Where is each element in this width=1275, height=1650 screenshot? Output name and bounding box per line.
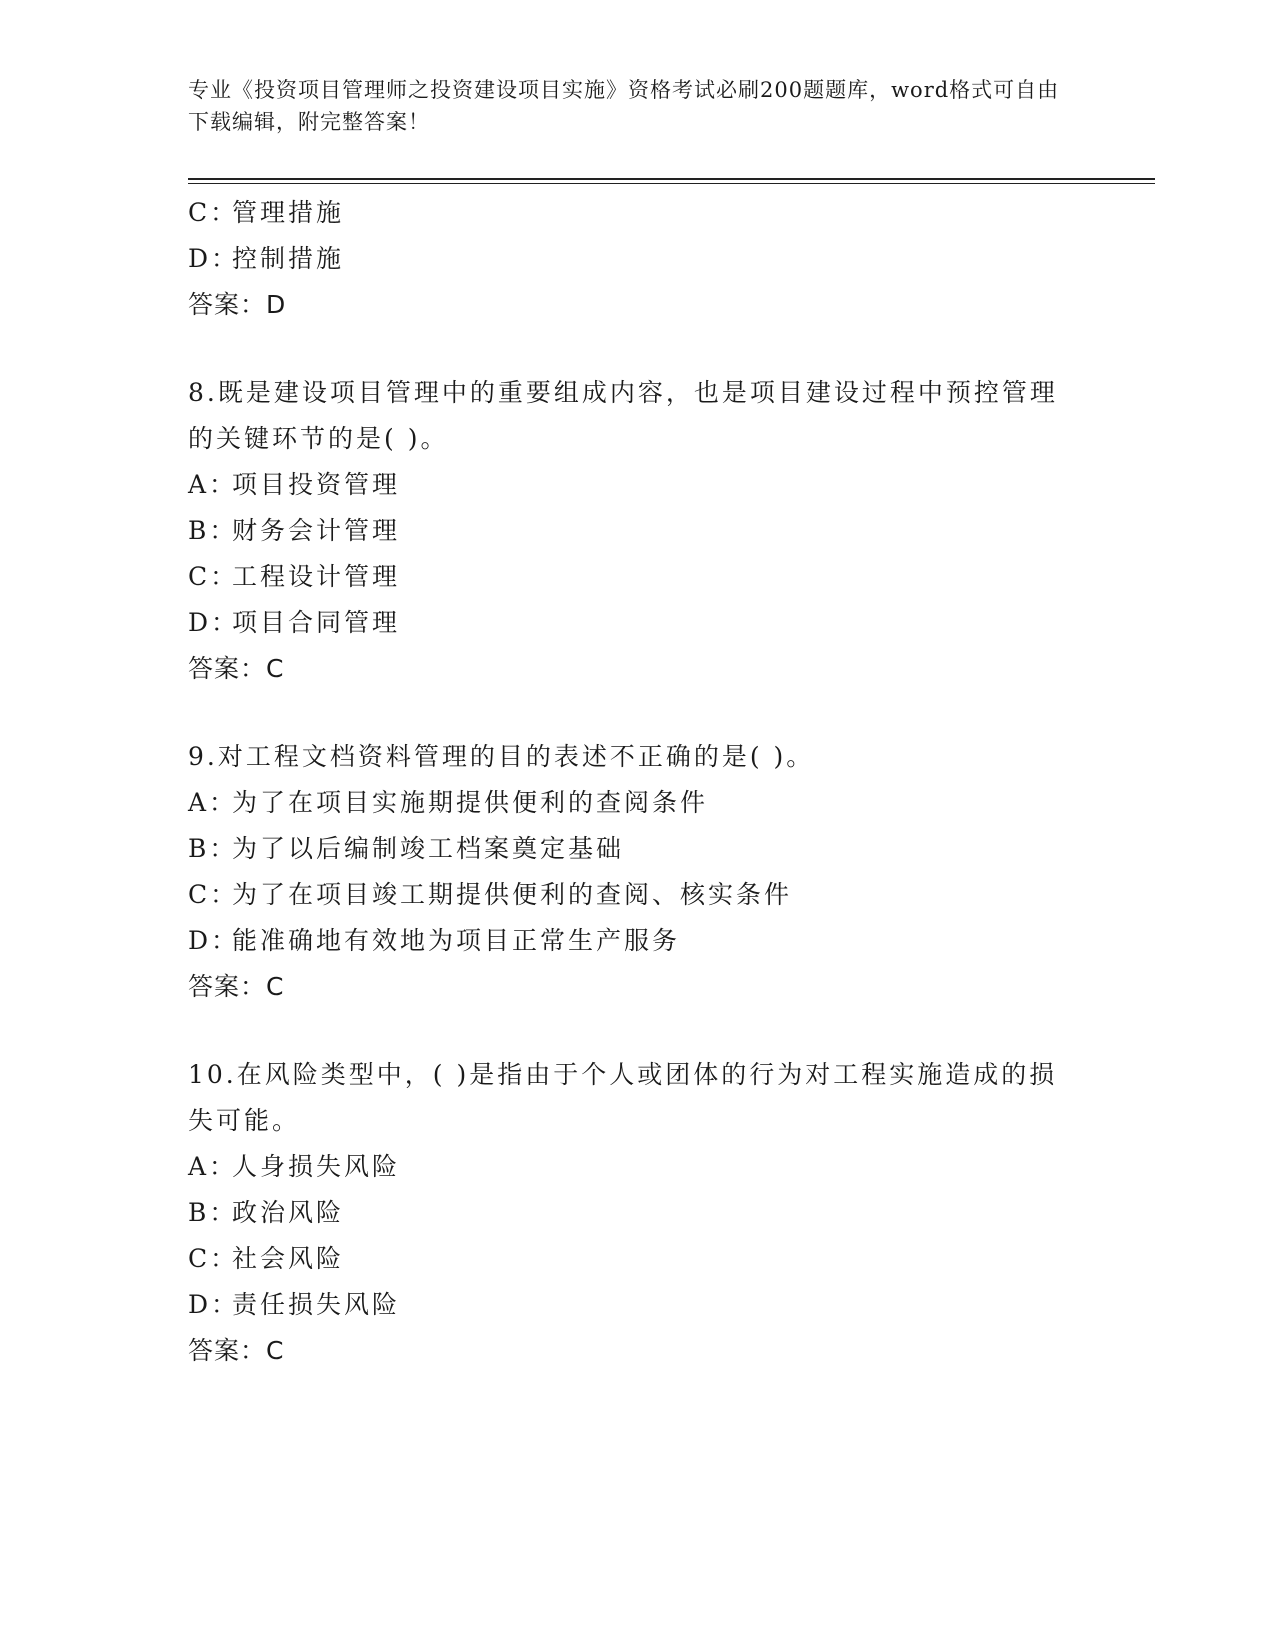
option-c: C：社会风险 — [188, 1244, 345, 1273]
option-a: A：为了在项目实施期提供便利的查阅条件 — [188, 788, 709, 817]
question-stem: 10.在风险类型中，( )是指由于个人或团体的行为对工程实施造成的损失可能。 — [188, 1060, 1058, 1135]
header-divider-thick — [188, 178, 1155, 180]
option-d: D：控制措施 — [188, 244, 345, 273]
option-d: D：责任损失风险 — [188, 1290, 401, 1319]
option-c: C：为了在项目竣工期提供便利的查阅、核实条件 — [188, 880, 793, 909]
option-a: A：项目投资管理 — [188, 470, 401, 499]
option-a: A：人身损失风险 — [188, 1152, 401, 1181]
answer: 答案：C — [188, 1336, 285, 1365]
header-title: 专业《投资项目管理师之投资建设项目实施》资格考试必刷200题题库，word格式可自由下载编辑，附完整答案！ — [188, 78, 1060, 134]
header-divider-thin — [188, 183, 1155, 184]
question-10 — [188, 1052, 1068, 1374]
question-stem: 8.既是建设项目管理中的重要组成内容，也是项目建设过程中预控管理的关键环节的是( )。 — [188, 378, 1058, 453]
option-b: B：政治风险 — [188, 1198, 345, 1227]
question-stem: 9.对工程文档资料管理的目的表述不正确的是( )。 — [188, 742, 815, 771]
question-8 — [188, 370, 1068, 692]
answer: 答案：C — [188, 654, 285, 683]
option-b: B：为了以后编制竣工档案奠定基础 — [188, 834, 625, 863]
option-d: D：项目合同管理 — [188, 608, 401, 637]
option-b: B：财务会计管理 — [188, 516, 401, 545]
answer: 答案：C — [188, 972, 285, 1001]
answer: 答案：D — [188, 290, 287, 319]
option-c: C：管理措施 — [188, 198, 345, 227]
option-c: C：工程设计管理 — [188, 562, 401, 591]
question-9 — [188, 734, 1068, 1010]
question-7-continuation — [188, 190, 1068, 328]
document-body — [188, 190, 1068, 1374]
option-d: D：能准确地有效地为项目正常生产服务 — [188, 926, 681, 955]
document-header — [188, 74, 1068, 138]
